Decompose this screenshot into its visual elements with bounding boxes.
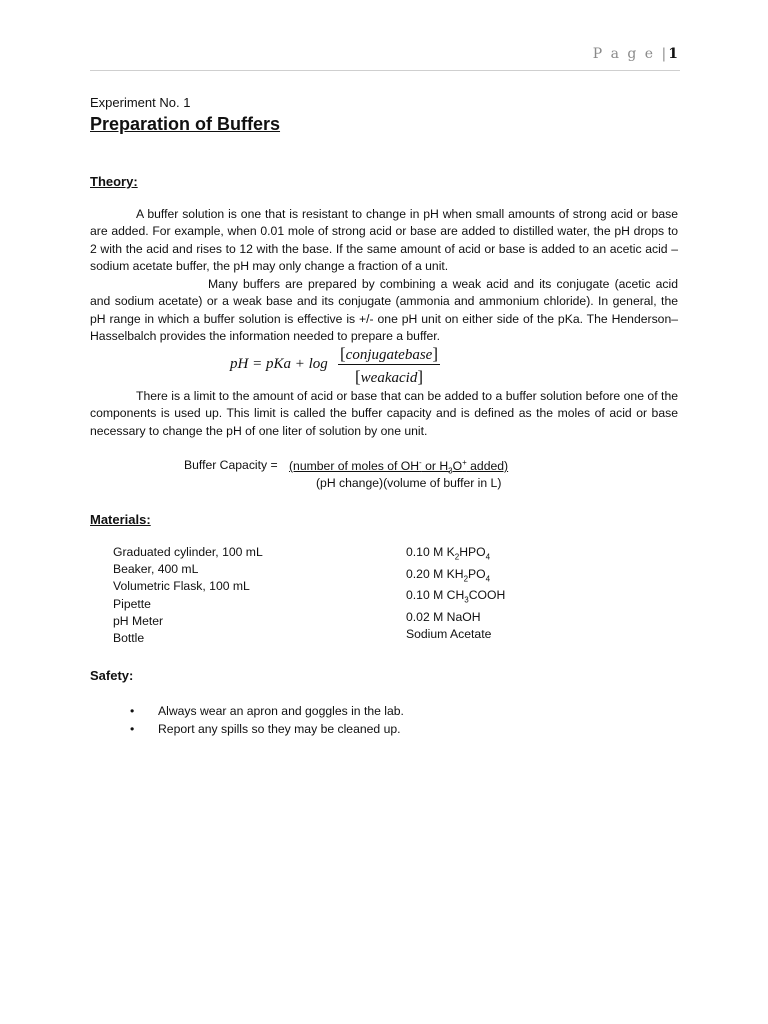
page-number [593,46,678,62]
safety-list [130,702,404,738]
experiment-number: Experiment No. 1 [90,95,191,110]
subscript: 2 [463,574,469,584]
equation-numerator: [conjugatebase] [340,344,438,363]
list-item: pH Meter [113,613,164,628]
equation-denominator: [weakacid] [355,367,423,386]
materials-equipment-list [113,544,263,647]
list-item: Sodium Acetate [406,627,492,642]
materials-chemicals-list [406,544,505,643]
subscript: 2 [454,552,460,562]
buffer-capacity-denominator: (pH change)(volume of buffer in L) [316,476,502,490]
subscript: 4 [485,574,491,584]
subscript: 3 [448,466,453,476]
chem-text: COOH [468,588,506,603]
superscript: - [419,458,422,467]
materials-heading: Materials: [90,512,151,527]
list-item: 0.02 M NaOH [406,609,481,624]
safety-item-text: Report any spills so they may be cleaned up. [158,722,401,736]
chem-text: PO [468,566,486,581]
theory-heading: Theory: [90,174,138,189]
safety-item-text: Always wear an apron and goggles in the lab. [158,704,404,718]
list-item: Graduated cylinder, 100 mL [113,545,263,559]
subscript: 4 [485,552,491,562]
list-item [406,587,505,609]
denominator-text: weakacid [360,370,418,386]
subscript: 3 [464,595,469,605]
numerator-part: or H [421,459,449,474]
list-item [130,702,404,720]
bullet-icon: • [130,722,135,736]
numerator-text: conjugatebase [345,347,433,363]
numerator-part: (number of moles of OH [289,459,420,474]
list-item [406,544,505,566]
chem-text: 0.10 M CH [406,588,465,603]
chem-text: 0.20 M KH [406,566,464,581]
list-item [406,566,505,588]
theory-paragraph-3: There is a limit to the amount of acid or base that can be added to a buffer solution before one of the components is used up. This limit is called the buffer capacity and is defined as the moles of acid or base necessary to change the pH of one liter of solution by one unit. [90,389,678,438]
numerator-part: added) [466,459,509,474]
list-item: Volumetric Flask, 100 mL [113,579,250,594]
list-item: Pipette [113,596,151,611]
list-item [130,720,404,738]
list-item: Beaker, 400 mL [113,562,199,577]
buffer-capacity-label: Buffer Capacity = [184,458,278,472]
page-label: P a g e | [592,46,669,62]
equation-lhs: pH = pKa + log [230,356,328,372]
document-title: Preparation of Buffers [90,114,281,134]
chem-text: HPO [459,545,486,559]
superscript: + [462,458,467,467]
buffer-capacity-numerator [289,458,508,476]
theory-paragraph-1: A buffer solution is one that is resistant to change in pH when small amounts of strong acid or base are added. For example, when 0.01 mole of strong acid or base are added to distilled water, the pH drops to 2 with the acid and rises to 12 with the base. If the same amount of acid or base is added to an acetic acid – sodium acetate buffer, the pH may only change a fraction of a unit. [90,207,678,273]
safety-heading: Safety: [90,668,134,683]
chem-text: 0.10 M K [406,545,455,559]
header-rule [90,70,680,71]
page-number-value: 1 [668,46,678,62]
theory-paragraph-2: Many buffers are prepared by combining a weak acid and its conjugate (acetic acid and sodium acetate) or a weak base and its conjugate (ammonia and ammonium chloride). In general, the pH range in which a buffer solution is effective is +/- one pH unit on either side of the pKa. The Henderson–Hasselbalch provides the information needed to prepare a buffer. [90,277,678,343]
equation-fraction [338,344,440,387]
bullet-icon: • [130,704,135,718]
list-item: Bottle [113,631,145,646]
numerator-part: O [452,459,463,474]
